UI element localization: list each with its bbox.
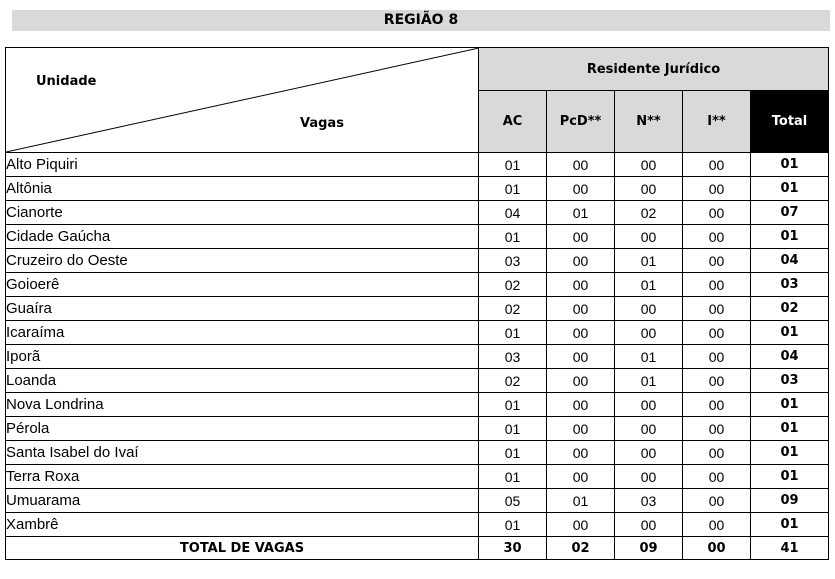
table-row	[6, 201, 829, 225]
cell-pcd: 00	[547, 297, 615, 321]
table-row	[6, 489, 829, 513]
corner-header-cell	[6, 48, 479, 153]
cell-pcd: 00	[547, 393, 615, 417]
cell-unit: Loanda	[6, 369, 479, 393]
cell-n: 03	[615, 489, 683, 513]
cell-unit: Nova Londrina	[6, 393, 479, 417]
cell-pcd: 00	[547, 177, 615, 201]
cell-n: 00	[615, 321, 683, 345]
cell-total: 03	[751, 369, 829, 393]
cell-n: 01	[615, 345, 683, 369]
cell-pcd: 00	[547, 321, 615, 345]
cell-pcd: 00	[547, 465, 615, 489]
cell-total: 09	[751, 489, 829, 513]
cell-pcd: 01	[547, 201, 615, 225]
cell-total: 03	[751, 273, 829, 297]
cell-unit: Goioerê	[6, 273, 479, 297]
cell-unit: Altônia	[6, 177, 479, 201]
cell-pcd: 00	[547, 345, 615, 369]
cell-i: 00	[683, 345, 751, 369]
cell-total: 04	[751, 345, 829, 369]
cell-i: 00	[683, 225, 751, 249]
cell-i: 00	[683, 297, 751, 321]
vacancies-table	[5, 47, 829, 560]
cell-n: 00	[615, 225, 683, 249]
cell-n: 02	[615, 201, 683, 225]
cell-i: 00	[683, 273, 751, 297]
cell-pcd: 00	[547, 369, 615, 393]
cell-ac: 02	[479, 297, 547, 321]
cell-total: 01	[751, 465, 829, 489]
cell-unit: Alto Piquiri	[6, 153, 479, 177]
cell-pcd: 00	[547, 249, 615, 273]
cell-pcd: 01	[547, 489, 615, 513]
cell-n: 00	[615, 465, 683, 489]
cell-ac: 01	[479, 513, 547, 537]
cell-unit: Pérola	[6, 417, 479, 441]
cell-ac: 01	[479, 321, 547, 345]
totals-row	[6, 537, 829, 560]
cell-ac: 02	[479, 273, 547, 297]
table-body	[6, 153, 829, 537]
table-row	[6, 345, 829, 369]
col-header-pcd: PcD**	[547, 91, 615, 153]
cell-i: 00	[683, 417, 751, 441]
cell-total: 01	[751, 177, 829, 201]
cell-i: 00	[683, 369, 751, 393]
cell-i: 00	[683, 249, 751, 273]
cell-n: 00	[615, 153, 683, 177]
cell-unit: Santa Isabel do Ivaí	[6, 441, 479, 465]
table-row	[6, 465, 829, 489]
cell-n: 00	[615, 417, 683, 441]
table-row	[6, 225, 829, 249]
cell-unit: Cruzeiro do Oeste	[6, 249, 479, 273]
region-title: REGIÃO 8	[12, 10, 830, 31]
cell-total: 01	[751, 441, 829, 465]
cell-ac: 01	[479, 177, 547, 201]
cell-ac: 01	[479, 441, 547, 465]
cell-i: 00	[683, 153, 751, 177]
cell-n: 01	[615, 369, 683, 393]
cell-i: 00	[683, 177, 751, 201]
cell-ac: 05	[479, 489, 547, 513]
cell-total: 04	[751, 249, 829, 273]
cell-unit: Cianorte	[6, 201, 479, 225]
totals-total: 41	[751, 537, 829, 560]
cell-unit: Terra Roxa	[6, 465, 479, 489]
cell-i: 00	[683, 201, 751, 225]
cell-total: 07	[751, 201, 829, 225]
table-row	[6, 417, 829, 441]
cell-unit: Icaraíma	[6, 321, 479, 345]
cell-n: 00	[615, 297, 683, 321]
cell-pcd: 00	[547, 513, 615, 537]
table-row	[6, 513, 829, 537]
cell-total: 01	[751, 393, 829, 417]
cell-ac: 02	[479, 369, 547, 393]
cell-i: 00	[683, 393, 751, 417]
cell-unit: Xambrê	[6, 513, 479, 537]
group-header: Residente Jurídico	[479, 48, 829, 91]
cell-ac: 01	[479, 393, 547, 417]
table-row	[6, 393, 829, 417]
cell-total: 01	[751, 417, 829, 441]
cell-total: 02	[751, 297, 829, 321]
totals-pcd: 02	[547, 537, 615, 560]
table-row	[6, 249, 829, 273]
cell-ac: 01	[479, 465, 547, 489]
table-row	[6, 321, 829, 345]
cell-ac: 04	[479, 201, 547, 225]
cell-i: 00	[683, 513, 751, 537]
table-row	[6, 441, 829, 465]
cell-ac: 01	[479, 225, 547, 249]
totals-n: 09	[615, 537, 683, 560]
diagonal-divider	[6, 48, 479, 152]
table-row	[6, 177, 829, 201]
cell-n: 00	[615, 393, 683, 417]
col-header-i: I**	[683, 91, 751, 153]
cell-pcd: 00	[547, 273, 615, 297]
unit-header-label: Unidade	[36, 74, 97, 89]
cell-total: 01	[751, 321, 829, 345]
totals-i: 00	[683, 537, 751, 560]
cell-pcd: 00	[547, 153, 615, 177]
col-header-total: Total	[751, 91, 829, 153]
totals-ac: 30	[479, 537, 547, 560]
cell-unit: Umuarama	[6, 489, 479, 513]
cell-unit: Guaíra	[6, 297, 479, 321]
table-row	[6, 273, 829, 297]
cell-total: 01	[751, 153, 829, 177]
cell-pcd: 00	[547, 417, 615, 441]
vacancies-header-label: Vagas	[300, 116, 344, 131]
cell-n: 00	[615, 513, 683, 537]
cell-n: 01	[615, 273, 683, 297]
table-row	[6, 153, 829, 177]
table-row	[6, 297, 829, 321]
cell-total: 01	[751, 225, 829, 249]
cell-ac: 03	[479, 249, 547, 273]
cell-unit: Iporã	[6, 345, 479, 369]
cell-total: 01	[751, 513, 829, 537]
col-header-n: N**	[615, 91, 683, 153]
totals-label: TOTAL DE VAGAS	[6, 537, 479, 560]
cell-ac: 03	[479, 345, 547, 369]
cell-pcd: 00	[547, 441, 615, 465]
cell-n: 01	[615, 249, 683, 273]
cell-pcd: 00	[547, 225, 615, 249]
table-row	[6, 369, 829, 393]
cell-i: 00	[683, 465, 751, 489]
cell-ac: 01	[479, 153, 547, 177]
cell-i: 00	[683, 321, 751, 345]
col-header-ac: AC	[479, 91, 547, 153]
cell-n: 00	[615, 177, 683, 201]
cell-unit: Cidade Gaúcha	[6, 225, 479, 249]
cell-i: 00	[683, 441, 751, 465]
cell-n: 00	[615, 441, 683, 465]
cell-i: 00	[683, 489, 751, 513]
cell-ac: 01	[479, 417, 547, 441]
